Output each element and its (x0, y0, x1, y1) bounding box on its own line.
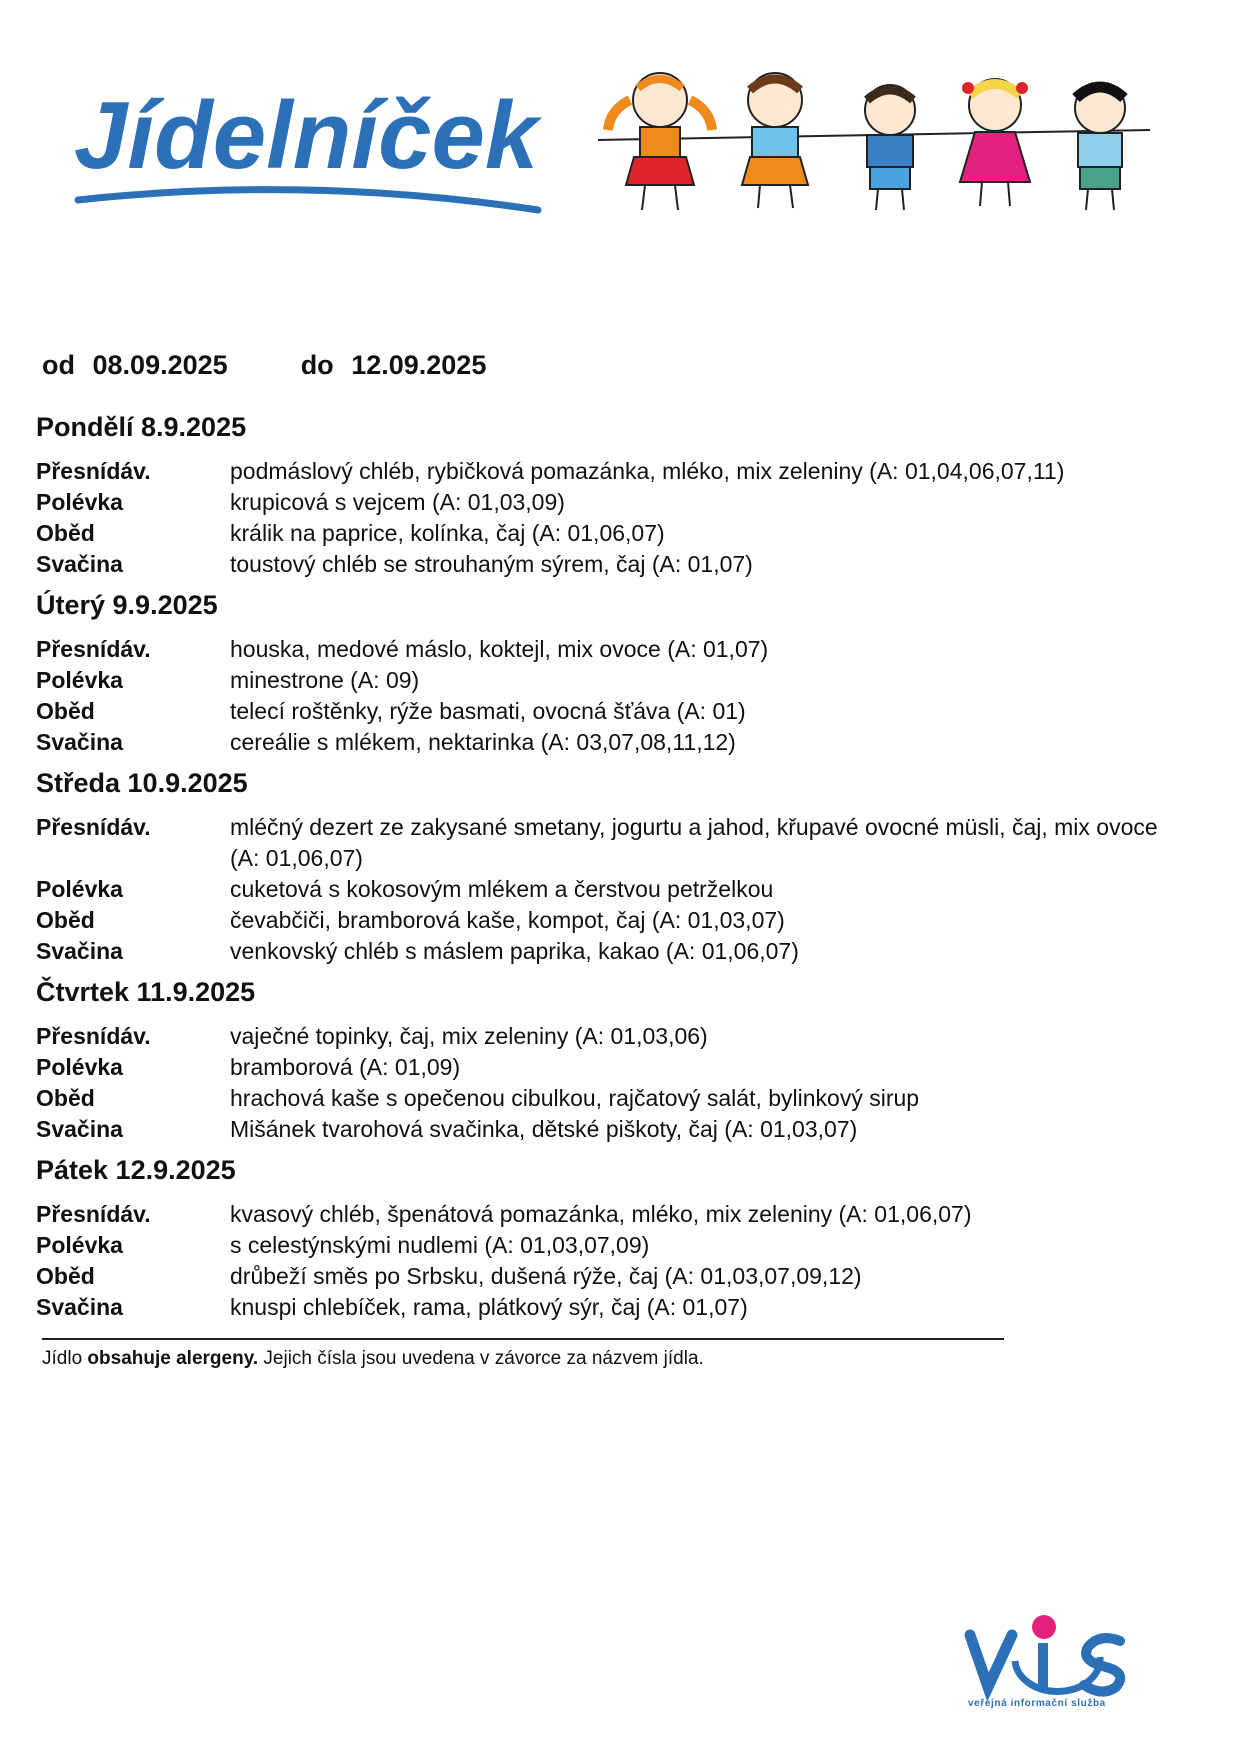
meal-label: Svačina (36, 551, 123, 577)
meal-food: knuspi chlebíček, rama, plátkový sýr, čaj (A: 01,07) (230, 1294, 748, 1320)
meal-food: bramborová (A: 01,09) (230, 1054, 461, 1080)
day-title: Čtvrtek 11.9.2025 (36, 977, 256, 1007)
meal-row (36, 1114, 1186, 1145)
meal-row (36, 1230, 1186, 1261)
meal-label: Přesnídáv. (36, 636, 151, 662)
day-tuesday (36, 588, 1186, 758)
meal-label: Polévka (36, 1054, 123, 1080)
meal-food: mléčný dezert ze zakysané smetany, jogurtu a jahod, křupavé ovocné müsli, čaj, mix ovoce (A: 01,06,07) (230, 814, 1158, 871)
child-figure-2 (742, 73, 808, 208)
meal-label: Svačina (36, 1294, 123, 1320)
child-figure-1 (608, 73, 712, 210)
meal-food: hrachová kaše s opečenou cibulkou, rajčatový salát, bylinkový sirup (230, 1085, 920, 1111)
meal-label: Svačina (36, 938, 123, 964)
footnote-bold: obsahuje alergeny. (87, 1348, 259, 1369)
meal-food: houska, medové máslo, koktejl, mix ovoce (A: 01,07) (230, 636, 769, 662)
meal-row (36, 696, 1186, 727)
meal-food: minestrone (A: 09) (230, 667, 420, 693)
meal-label: Přesnídáv. (36, 814, 151, 840)
meal-food: telecí roštěnky, rýže basmati, ovocná šťáva (A: 01) (230, 698, 746, 724)
children-illustration (590, 70, 1160, 240)
meal-label: Oběd (36, 1085, 95, 1111)
meal-label: Přesnídáv. (36, 1201, 151, 1227)
logo-title-text: Jídelníček (74, 82, 539, 189)
to-label: do (300, 350, 334, 380)
meal-food: cereálie s mlékem, nektarinka (A: 03,07,08,11,12) (230, 729, 736, 755)
meal-food: s celestýnskými nudlemi (A: 01,03,07,09) (230, 1232, 650, 1258)
day-wednesday (36, 766, 1186, 967)
from-date: 08.09.2025 (92, 350, 228, 380)
meal-label: Polévka (36, 489, 123, 515)
meal-label: Oběd (36, 520, 95, 546)
meal-row (36, 905, 1186, 936)
meal-food: kvasový chléb, špenátová pomazánka, mléko, mix zeleniny (A: 01,06,07) (230, 1201, 972, 1227)
meal-food: cuketová s kokosovým mlékem a čerstvou petrželkou (230, 876, 774, 902)
meal-food: toustový chléb se strouhaným sýrem, čaj (A: 01,07) (230, 551, 753, 577)
meal-label: Přesnídáv. (36, 1023, 151, 1049)
meal-row (36, 634, 1186, 665)
day-title: Úterý 9.9.2025 (36, 590, 218, 620)
meal-label: Polévka (36, 876, 123, 902)
meal-row (36, 812, 1186, 874)
meal-food: vaječné topinky, čaj, mix zeleniny (A: 01,03,06) (230, 1023, 708, 1049)
meal-label: Svačina (36, 1116, 123, 1142)
day-title: Středa 10.9.2025 (36, 768, 248, 798)
allergen-footnote (42, 1338, 1004, 1370)
meal-food: Mišánek tvarohová svačinka, dětské piškoty, čaj (A: 01,03,07) (230, 1116, 858, 1142)
meal-row (36, 1083, 1186, 1114)
day-title: Pondělí 8.9.2025 (36, 412, 247, 442)
meal-label: Přesnídáv. (36, 458, 151, 484)
footnote-suffix: Jejich čísla jsou uvedena v závorce za názvem jídla. (258, 1348, 704, 1369)
meal-label: Svačina (36, 729, 123, 755)
meal-row (36, 936, 1186, 967)
meal-row (36, 1199, 1186, 1230)
meal-food: krupicová s vejcem (A: 01,03,09) (230, 489, 565, 515)
from-label: od (42, 350, 75, 380)
day-monday (36, 410, 1186, 580)
weekly-menu (36, 410, 1186, 1331)
day-thursday (36, 975, 1186, 1145)
day-friday (36, 1153, 1186, 1323)
vis-logo (960, 1605, 1140, 1705)
meal-row (36, 665, 1186, 696)
child-figure-4 (960, 79, 1030, 206)
meal-label: Oběd (36, 1263, 95, 1289)
day-title: Pátek 12.9.2025 (36, 1155, 236, 1185)
meal-label: Oběd (36, 698, 95, 724)
meal-row (36, 518, 1186, 549)
meal-row (36, 727, 1186, 758)
meal-row (36, 487, 1186, 518)
meal-food: venkovský chléb s máslem paprika, kakao (A: 01,06,07) (230, 938, 799, 964)
meal-row (36, 1021, 1186, 1052)
meal-label: Polévka (36, 667, 123, 693)
meal-row (36, 1261, 1186, 1292)
date-range (42, 350, 486, 381)
meal-food: podmáslový chléb, rybičková pomazánka, mléko, mix zeleniny (A: 01,04,06,07,11) (230, 458, 1065, 484)
vis-tagline: veřejná informační služba (968, 1698, 1106, 1709)
meal-row (36, 1052, 1186, 1083)
meal-row (36, 456, 1186, 487)
jidelnicek-logo (68, 60, 548, 240)
child-figure-5 (1075, 83, 1125, 210)
meal-label: Oběd (36, 907, 95, 933)
footnote-prefix: Jídlo (42, 1348, 88, 1369)
meal-row (36, 549, 1186, 580)
meal-row (36, 1292, 1186, 1323)
meal-food: králik na paprice, kolínka, čaj (A: 01,06,07) (230, 520, 665, 546)
to-date: 12.09.2025 (351, 350, 487, 380)
meal-food: drůbeží směs po Srbsku, dušená rýže, čaj (A: 01,03,07,09,12) (230, 1263, 862, 1289)
meal-label: Polévka (36, 1232, 123, 1258)
child-figure-3 (865, 85, 915, 210)
meal-row (36, 874, 1186, 905)
meal-food: čevabčiči, bramborová kaše, kompot, čaj (A: 01,03,07) (230, 907, 785, 933)
